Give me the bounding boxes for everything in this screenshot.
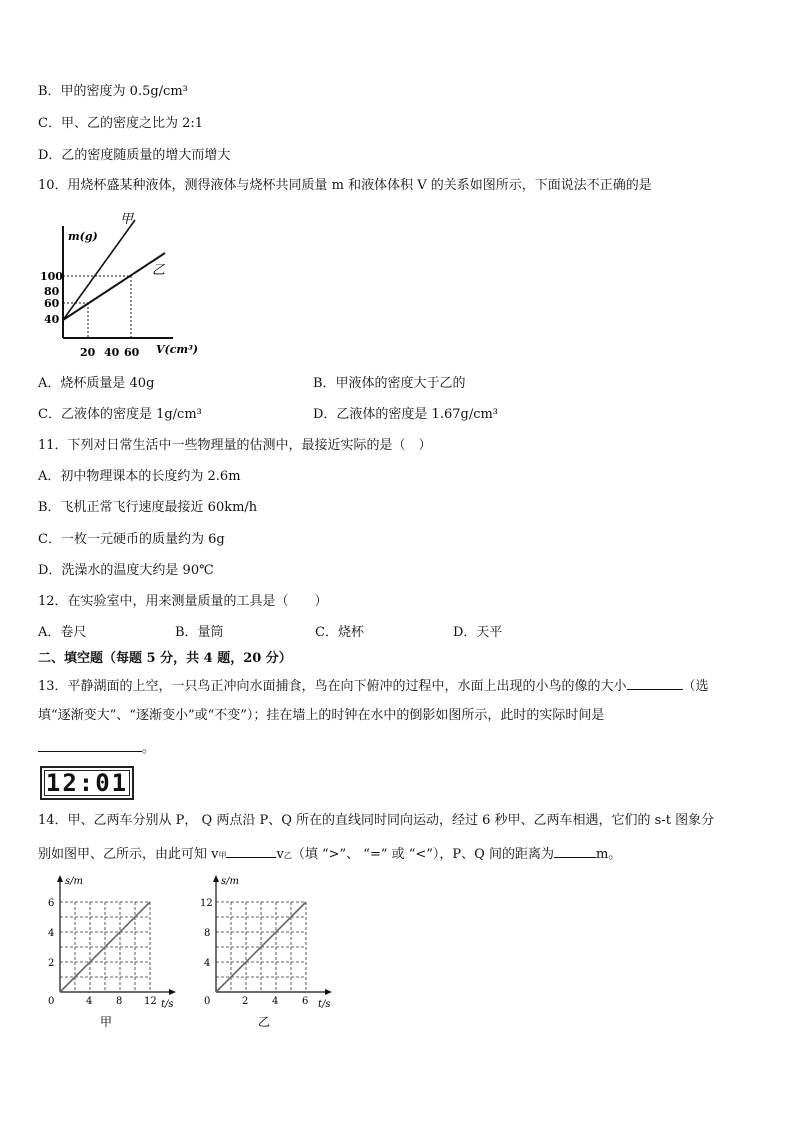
q13-clock-reflection [40, 766, 134, 800]
q14-line-2 [38, 845, 621, 864]
q14-answer-blank-1 [226, 845, 276, 858]
q14b-ytick: 12 [200, 898, 213, 909]
q14-text: v [276, 847, 284, 862]
q14a-ytick: 6 [48, 898, 55, 909]
q13-text: 13．平静湖面的上空，一只鸟正冲向水面捕食，鸟在向下俯冲的过程中，水面上出现的小鸟的像的大小 [38, 679, 627, 694]
q14a-x-axis-label: t/s [161, 999, 174, 1010]
q10-xtick: 60 [124, 346, 140, 359]
q12-option-b: B．量筒 [175, 625, 224, 640]
q10-x-axis-label: V(cm³) [156, 343, 199, 356]
q9-option-b: B．甲的密度为 0.5g/cm³ [38, 84, 188, 99]
q13-clock-digits: 12:01 [45, 769, 129, 797]
q10-ytick: 80 [44, 285, 60, 298]
q14a-xtick: 4 [86, 996, 93, 1007]
q10-option-c: C．乙液体的密度是 1g/cm³ [38, 407, 202, 422]
q10-option-b: B．甲液体的密度大于乙的 [313, 376, 466, 391]
q9-option-c: C．甲、乙的密度之比为 2:1 [38, 116, 204, 131]
q14-subscript: 乙 [283, 851, 292, 860]
q10-y-axis-label: m(g) [68, 230, 98, 243]
q14-subscript: 甲 [218, 851, 227, 860]
q14-text: （填 “>”、 “=” 或 “<”），P、Q 间的距离为 [291, 847, 554, 862]
q11-option-b: B．飞机正常飞行速度最接近 60km/h [38, 500, 258, 515]
q13-line-1 [38, 677, 709, 695]
q14a-xtick: 8 [116, 996, 123, 1007]
q13-text: （选 [682, 679, 709, 694]
q14b-x-axis-label: t/s [318, 999, 331, 1010]
q11-stem: 11．下列对日常生活中一些物理量的估测中，最接近实际的是（ ） [38, 438, 432, 453]
q14-graph-b [200, 872, 350, 1032]
q10-ytick: 100 [40, 270, 63, 283]
q11-option-d: D．洗澡水的温度大约是 90℃ [38, 563, 214, 578]
section-heading: 二、填空题（每题 5 分，共 4 题，20 分） [38, 651, 292, 666]
q14b-ytick: 4 [204, 958, 211, 969]
q14a-xtick: 0 [48, 996, 55, 1007]
q14a-caption: 甲 [100, 1015, 113, 1029]
q14-text: m。 [595, 847, 622, 862]
q14b-xtick: 6 [302, 996, 309, 1007]
q10-line-a-label: 甲 [120, 212, 134, 227]
q12-option-c: C．烧杯 [315, 625, 364, 640]
q13-text: 。 [142, 741, 156, 756]
q14a-ytick: 4 [48, 928, 55, 939]
q14b-y-axis-label: s/m [221, 876, 239, 887]
q10-option-d: D．乙液体的密度是 1.67g/cm³ [313, 407, 499, 422]
q11-option-a: A．初中物理课本的长度约为 2.6m [38, 469, 241, 484]
q14-answer-blank-2 [554, 845, 596, 858]
q10-mass-volume-graph [38, 206, 218, 366]
q10-stem: 10．用烧杯盛某种液体，测得液体与烧杯共同质量 m 和液体体积 V 的关系如图所示，下面说法不正确的是 [38, 178, 652, 193]
q14b-xtick: 4 [272, 996, 279, 1007]
q10-ytick: 60 [44, 297, 60, 310]
q14-text: 别如图甲、乙所示，由此可知 v [38, 847, 219, 862]
q12-stem: 12．在实验室中，用来测量质量的工具是（ ） [38, 594, 328, 609]
q14b-xtick: 0 [204, 996, 211, 1007]
q13-answer-blank-1 [627, 677, 683, 690]
q10-line-b-label: 乙 [152, 263, 166, 278]
q12-option-a: A．卷尺 [38, 625, 87, 640]
q14-line-1: 14．甲、乙两车分别从 P， Q 两点沿 P、Q 所在的直线同时同向运动，经过 6 秒甲、乙两车相遇，它们的 s-t 图象分 [38, 813, 715, 828]
q14b-xtick: 2 [242, 996, 249, 1007]
q9-option-d: D．乙的密度随质量的增大而增大 [38, 148, 231, 163]
q10-option-a: A．烧杯质量是 40g [38, 376, 155, 391]
q11-option-c: C．一枚一元硬币的质量约为 6g [38, 532, 225, 547]
q13-line-3 [38, 739, 155, 757]
q14a-xtick: 12 [144, 996, 157, 1007]
q14a-ytick: 2 [48, 958, 55, 969]
q14-graph-a [38, 872, 188, 1032]
q14a-y-axis-label: s/m [65, 876, 83, 887]
q10-xtick: 20 [80, 346, 96, 359]
q12-option-d: D．天平 [453, 625, 503, 640]
q10-xtick: 40 [104, 346, 120, 359]
q10-ytick: 40 [44, 313, 60, 326]
q14b-ytick: 8 [204, 928, 211, 939]
q14b-caption: 乙 [258, 1015, 271, 1029]
q13-answer-blank-2 [38, 739, 142, 752]
q13-line-2: 填“逐渐变大”、“逐渐变小”或“不变”）；挂在墙上的时钟在水中的倒影如图所示，此时的实际时间是 [38, 708, 605, 723]
